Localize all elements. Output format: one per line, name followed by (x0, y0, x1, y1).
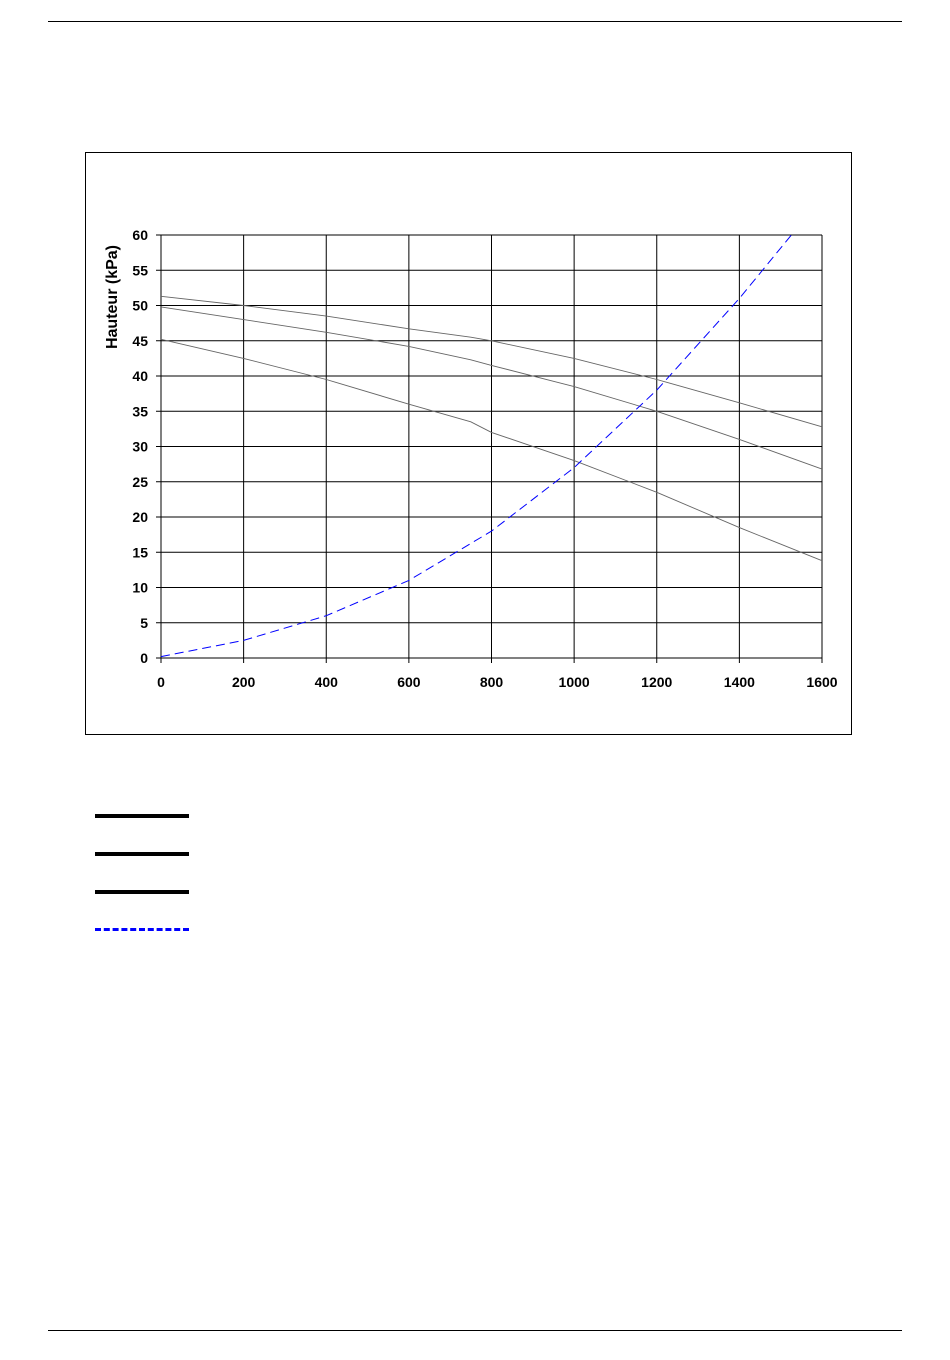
y-axis-title: Hauteur (kPa) (104, 244, 121, 350)
chart-frame (85, 152, 852, 735)
y-tick-label-40: 40 (132, 368, 148, 384)
legend-swatch-solid-2 (95, 852, 189, 856)
x-tick-label-600: 600 (397, 674, 421, 690)
y-tick-label-20: 20 (132, 509, 148, 525)
y-tick-label-15: 15 (132, 544, 148, 561)
x-tick-label-0: 0 (157, 674, 165, 690)
chart-svg (86, 153, 851, 734)
x-tick-label-1000: 1000 (558, 674, 590, 690)
y-tick-label-45: 45 (132, 332, 148, 349)
legend-swatch-solid-1 (95, 814, 189, 818)
y-tick-label-5: 5 (140, 614, 148, 631)
x-tick-label-1200: 1200 (641, 674, 673, 690)
y-tick-label-10: 10 (132, 579, 148, 596)
y-tick-label-60: 60 (132, 227, 148, 243)
legend-item-2 (95, 838, 395, 876)
y-tick-label-50: 50 (132, 297, 148, 314)
y-tick-label-0: 0 (140, 650, 148, 666)
series-line-4 (161, 233, 793, 657)
y-tick-label-55: 55 (132, 262, 148, 279)
legend-item-1 (95, 800, 395, 838)
x-tick-label-400: 400 (314, 674, 338, 690)
legend-swatch-solid-3 (95, 890, 189, 894)
legend-swatch-dashed (95, 928, 189, 931)
axis-layer (132, 227, 837, 690)
legend-item-4 (95, 914, 395, 952)
y-tick-label-35: 35 (132, 403, 148, 420)
x-tick-label-800: 800 (479, 674, 504, 690)
x-tick-label-1600: 1600 (806, 674, 838, 690)
y-tick-label-30: 30 (132, 438, 148, 455)
header-rule (48, 21, 902, 22)
legend-item-3 (95, 876, 395, 914)
grid-layer (161, 235, 822, 658)
footer-rule (48, 1330, 902, 1331)
y-tick-label-25: 25 (132, 473, 148, 490)
x-tick-label-200: 200 (231, 674, 256, 690)
legend (95, 800, 395, 952)
x-tick-label-1400: 1400 (723, 674, 755, 690)
